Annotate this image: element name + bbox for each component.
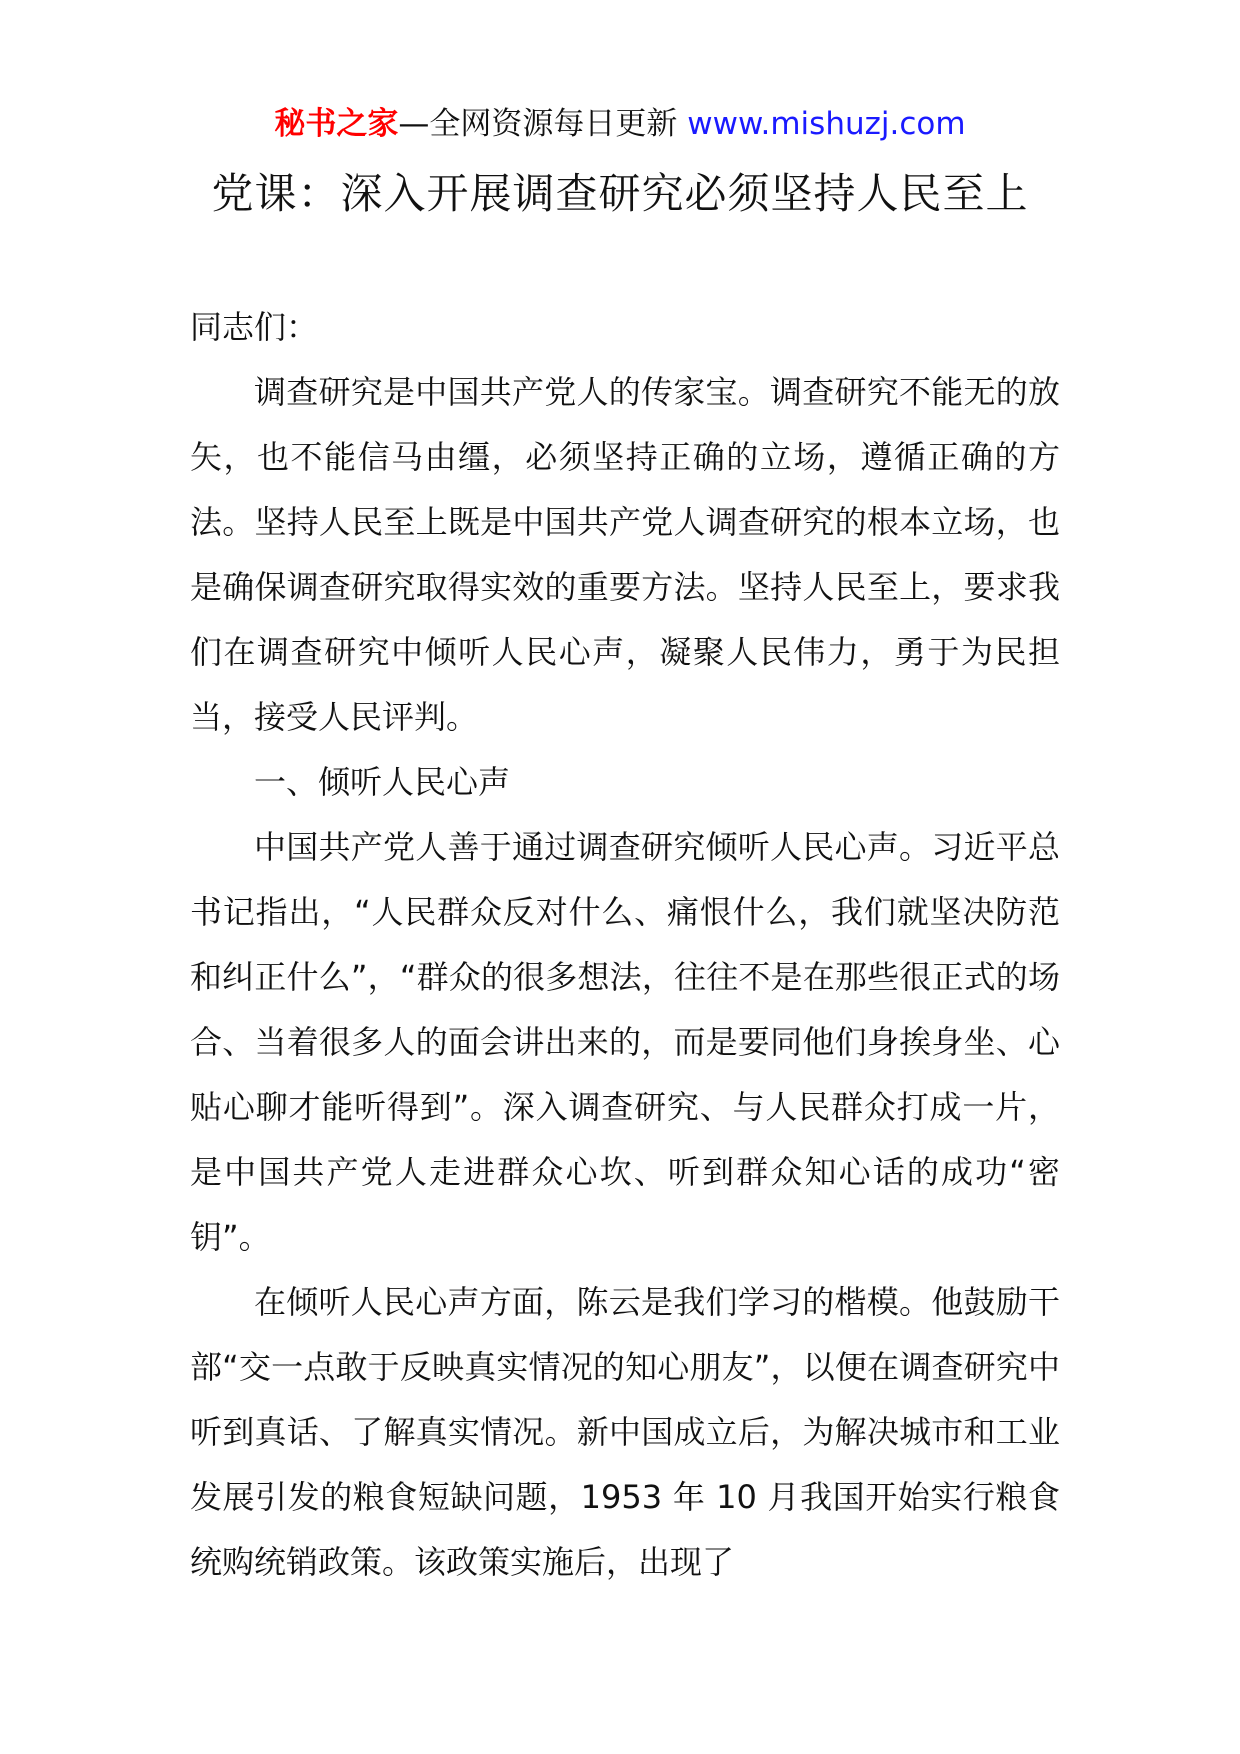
- paragraph-intro: 调查研究是中国共产党人的传家宝。调查研究不能无的放矢，也不能信马由缰，必须坚持正确的立场，遵循正确的方法。坚持人民至上既是中国共产党人调查研究的根本立场，也是确保调查研究取得实效的重要方法。坚持人民至上，要求我们在调查研究中倾听人民心声，凝聚人民伟力，勇于为民担当，接受人民评判。: [190, 373, 1060, 736]
- section-heading-1: 一、倾听人民心声: [254, 763, 511, 801]
- paragraph-section-1: 中国共产党人善于通过调查研究倾听人民心声。习近平总书记指出，“人民群众反对什么、痛恨什么，我们就坚决防范和纠正什么”，“群众的很多想法，往往不是在那些很正式的场合、当着很多人的面会讲出来的，而是要同他们身挨身坐、心贴心聊才能听得到”。深入调查研究、与人民群众打成一片，是中国共产党人走进群众心坎、听到群众知心话的成功“密钥”。: [190, 828, 1060, 1256]
- site-header: [0, 102, 1240, 146]
- document-title: 党课：深入开展调查研究必须坚持人民至上: [211, 169, 1029, 218]
- document-body: [190, 295, 1060, 1595]
- site-url-link[interactable]: www.mishuzj.com: [687, 106, 966, 142]
- header-slogan: —全网资源每日更新: [398, 106, 688, 142]
- salutation: 同志们：: [190, 308, 319, 346]
- brand-name: 秘书之家: [274, 106, 399, 142]
- paragraph-chen-yun: 在倾听人民心声方面，陈云是我们学习的楷模。他鼓励干部“交一点敢于反映真实情况的知心朋友”，以便在调查研究中听到真话、了解真实情况。新中国成立后，为解决城市和工业发展引发的粮食短缺问题，1953 年 10 月我国开始实行粮食统购统销政策。该政策实施后，出现了: [190, 1283, 1060, 1581]
